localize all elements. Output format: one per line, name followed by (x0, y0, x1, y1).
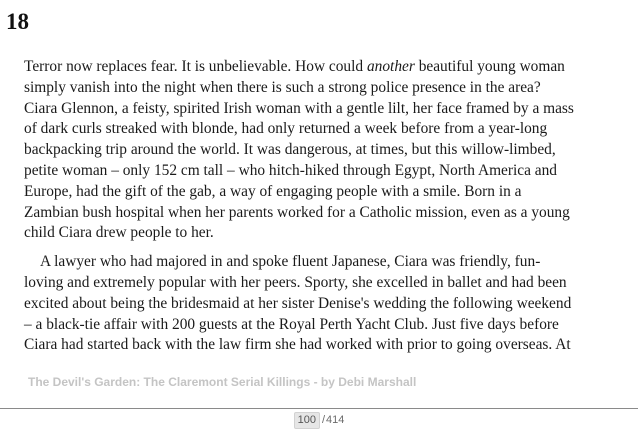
emphasized-word: another (366, 58, 415, 75)
text-line: of dark curls streaked with blonde, had only returned a week before from a year-long (24, 120, 548, 138)
current-page-field[interactable]: 100 (294, 412, 320, 429)
text-line: Ciara had started back with the law firm she had worked with prior to going overseas. At (24, 336, 571, 354)
text-line: petite woman – only 152 cm tall – who hitch-hiked through Egypt, North America and (24, 161, 558, 179)
book-running-title: The Devil's Garden: The Claremont Serial Killings - by Debi Marshall (28, 375, 417, 389)
text-line: A lawyer who had majored in and spoke fluent Japanese, Ciara was friendly, fun- (40, 253, 541, 271)
reader-page-text (24, 57, 630, 356)
text-line: simply vanish into the night when there is such a strong police presence in the area? (24, 78, 541, 96)
text-line: backpacking trip around the world. It was dangerous, at times, but this willow-limbed, (24, 141, 556, 159)
status-bar-divider (0, 408, 638, 409)
text-line: loving and extremely popular with her peers. Sporty, she excelled in ballet and had been (24, 273, 567, 291)
page-indicator (0, 411, 638, 429)
text-line: excited about being the bridesmaid at her sister Denise's wedding the following weekend (24, 294, 572, 312)
paragraph-1 (24, 57, 630, 244)
text-line: Europe, had the gift of the gab, a way of engaging people with a smile. Born in a (24, 182, 522, 200)
text-line: Zambian bush hospital when her parents worked for a Catholic mission, even as a young (24, 203, 570, 221)
page-separator: / (321, 414, 326, 426)
text-line: Ciara Glennon, a feisty, spirited Irish woman with a gentle lilt, her face framed by a mass (24, 99, 574, 117)
text-line: Terror now replaces fear. It is unbelievable. How could another beautiful young woman (24, 58, 565, 75)
text-line: child Ciara drew people to her. (24, 224, 214, 242)
total-pages: 414 (326, 414, 345, 426)
chapter-number: 18 (6, 9, 29, 34)
paragraph-2 (24, 252, 630, 356)
text-line: – a black-tie affair with 200 guests at the Royal Perth Yacht Club. Just five days before (24, 315, 559, 333)
